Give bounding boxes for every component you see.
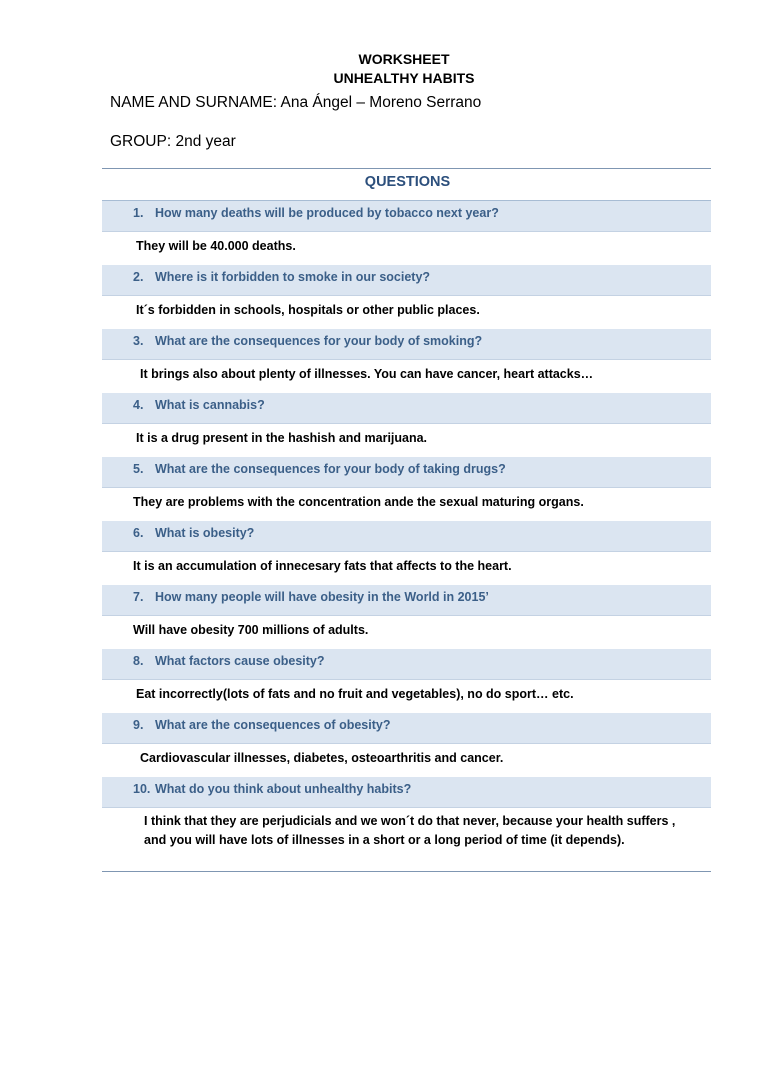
question-row <box>102 265 711 296</box>
worksheet-title: WORKSHEET <box>358 51 450 67</box>
question-row <box>102 585 711 616</box>
worksheet-subtitle: UNHEALTHY HABITS <box>333 70 475 86</box>
question-text: How many people will have obesity in the World in 2015’ <box>155 590 489 604</box>
question-row <box>102 777 711 808</box>
question-number: 2. <box>133 270 144 284</box>
question-number: 4. <box>133 398 144 412</box>
question-row <box>102 521 711 552</box>
answer-row: It´s forbidden in schools, hospitals or other public places. <box>136 303 480 317</box>
answer-row: They will be 40.000 deaths. <box>136 239 296 253</box>
question-number: 9. <box>133 718 144 732</box>
answer-row: Will have obesity 700 millions of adults. <box>133 623 369 637</box>
question-row <box>102 393 711 424</box>
question-text: What are the consequences of obesity? <box>155 718 391 732</box>
question-number: 10. <box>133 782 151 796</box>
question-number: 5. <box>133 462 144 476</box>
name-line: NAME AND SURNAME: Ana Ángel – Moreno Serrano <box>110 94 482 111</box>
question-text: What is cannabis? <box>155 398 265 412</box>
question-number: 6. <box>133 526 144 540</box>
answer-row: Cardiovascular illnesses, diabetes, osteoarthritis and cancer. <box>140 751 504 765</box>
question-text: What is obesity? <box>155 526 255 540</box>
question-text: What factors cause obesity? <box>155 654 325 668</box>
answer-row: I think that they are perjudicials and we won´t do that never, because your health suffers , and you will have lots of illnesses in a short or a long period of time (it depends). <box>102 808 711 872</box>
question-number: 1. <box>133 206 144 220</box>
answer-row: They are problems with the concentration ande the sexual maturing organs. <box>133 495 584 509</box>
question-row <box>102 457 711 488</box>
question-number: 3. <box>133 334 144 348</box>
questions-heading: QUESTIONS <box>102 169 711 201</box>
question-number: 7. <box>133 590 144 604</box>
question-text: What do you think about unhealthy habits? <box>155 782 412 796</box>
question-number: 8. <box>133 654 144 668</box>
question-row <box>102 713 711 744</box>
question-text: Where is it forbidden to smoke in our society? <box>155 270 431 284</box>
question-text: What are the consequences for your body of smoking? <box>155 334 483 348</box>
question-text: How many deaths will be produced by tobacco next year? <box>155 206 499 220</box>
answer-row: Eat incorrectly(lots of fats and no fruit and vegetables), no do sport… etc. <box>136 687 574 701</box>
question-text: What are the consequences for your body of taking drugs? <box>155 462 506 476</box>
question-row <box>102 649 711 680</box>
question-row <box>102 201 711 232</box>
group-line: GROUP: 2nd year <box>110 133 236 150</box>
question-row <box>102 329 711 360</box>
answer-row: It is an accumulation of innecesary fats that affects to the heart. <box>133 559 512 573</box>
answer-row: It brings also about plenty of illnesses. You can have cancer, heart attacks… <box>140 367 594 381</box>
questions-table <box>102 168 711 872</box>
answer-row: It is a drug present in the hashish and marijuana. <box>136 431 428 445</box>
